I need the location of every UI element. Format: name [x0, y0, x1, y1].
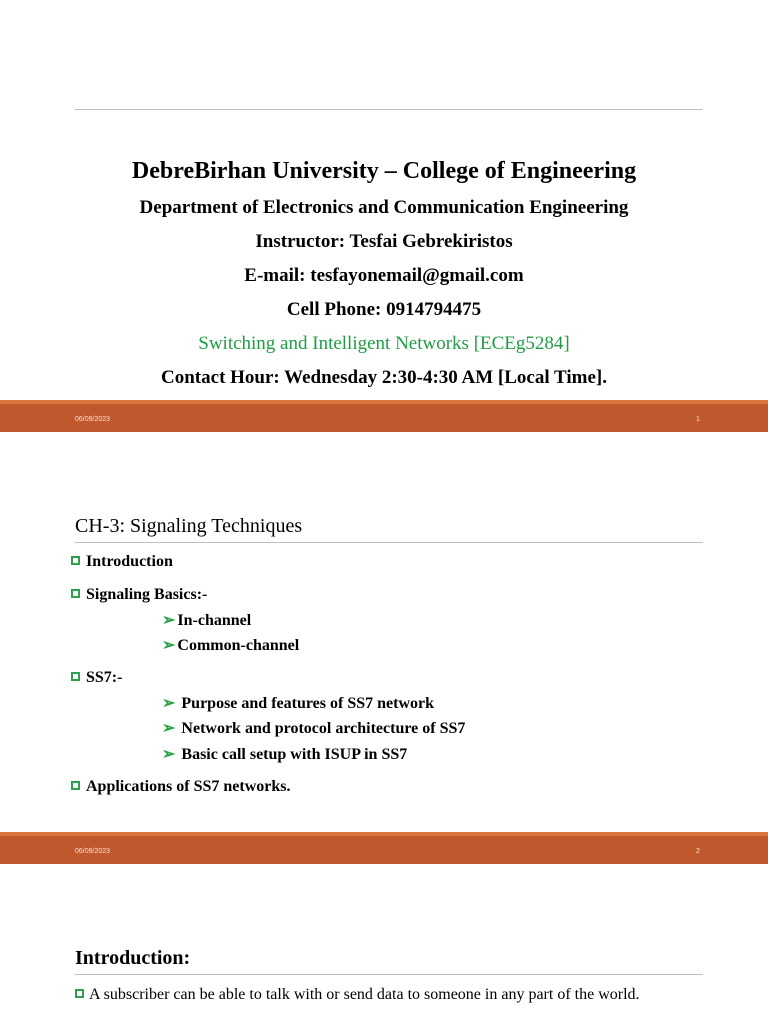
square-bullet-icon	[71, 672, 80, 681]
intro-paragraph: A subscriber can be able to talk with or send data to someone in any part of the world.	[75, 985, 705, 1005]
square-bullet-icon	[71, 556, 80, 565]
arrow-bullet-icon: ➢	[162, 612, 176, 629]
university-title: DebreBirhan University – College of Engineering	[131, 158, 637, 184]
arrow-bullet-icon: ➢	[162, 637, 176, 654]
arrow-bullet-icon: ➢	[162, 746, 180, 763]
sub-list-item: ➢ Network and protocol architecture of SS7	[162, 720, 466, 737]
outline-slide	[0, 432, 768, 832]
course-line: Switching and Intelligent Networks [ECEg5284]	[198, 333, 570, 354]
list-item: Signaling Basics:-	[71, 586, 207, 604]
instructor-line: Instructor: Tesfai Gebrekiristos	[255, 231, 513, 252]
sub-list-item: ➢ Common-channel	[162, 637, 300, 654]
square-bullet-icon	[71, 781, 80, 790]
list-item: Applications of SS7 networks.	[71, 778, 290, 796]
slide-number: 2	[696, 848, 700, 855]
slide-title: CH-3: Signaling Techniques	[75, 515, 303, 537]
divider	[75, 542, 703, 543]
sub-list-item: ➢ Basic call setup with ISUP in SS7	[162, 746, 408, 763]
arrow-bullet-icon: ➢	[162, 720, 180, 737]
slide-title: Introduction:	[75, 947, 191, 969]
slide-footer	[0, 400, 768, 432]
slide-number: 1	[696, 416, 700, 423]
email-line: E-mail: tesfayonemail@gmail.com	[244, 265, 524, 286]
square-bullet-icon	[75, 989, 84, 998]
square-bullet-icon	[71, 589, 80, 598]
title-slide	[0, 0, 768, 400]
slide-footer	[0, 832, 768, 864]
contact-hour-line: Contact Hour: Wednesday 2:30-4:30 AM [Local Time].	[161, 367, 607, 388]
department-line: Department of Electronics and Communication Engineering	[139, 197, 629, 218]
sub-list-item: ➢ In-channel	[162, 612, 252, 629]
footer-date: 06/09/2023	[75, 848, 111, 855]
footer-date: 06/09/2023	[75, 416, 111, 423]
introduction-slide	[0, 864, 768, 1024]
list-item: SS7:-	[71, 669, 122, 687]
list-item: Introduction	[71, 553, 173, 571]
phone-line: Cell Phone: 0914794475	[286, 299, 482, 320]
divider	[75, 109, 703, 110]
sub-list-item: ➢ Purpose and features of SS7 network	[162, 695, 435, 712]
divider	[75, 974, 703, 975]
arrow-bullet-icon: ➢	[162, 695, 180, 712]
